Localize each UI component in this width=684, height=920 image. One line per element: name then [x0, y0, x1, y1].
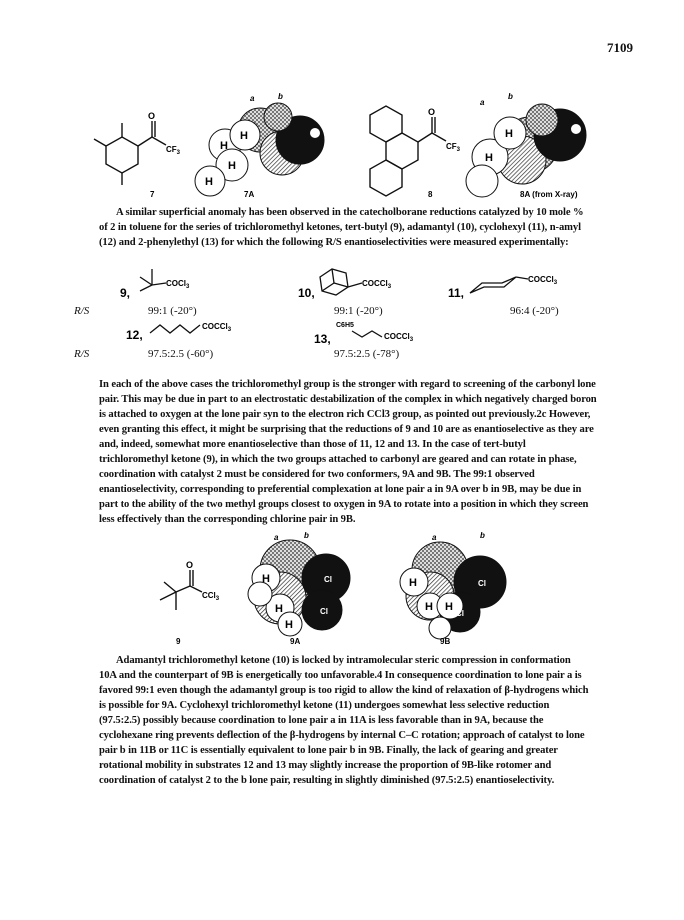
compound-9B-label: 9B: [440, 637, 451, 646]
text-line: pair. This may be due in part to an electrostatic destabilization of the complex in which negatively charged boron: [99, 394, 597, 405]
compound-9A-label: 9A: [290, 637, 301, 646]
text-line: Adamantyl trichloromethyl ketone (10) is locked by intramolecular steric compression in conformation: [116, 655, 571, 666]
svg-text:H: H: [485, 152, 493, 164]
selectivity-11: 96:4 (-20°): [510, 305, 559, 317]
svg-text:H: H: [425, 601, 433, 613]
text-line: cyclohexane ring prevents deflection of the β-hydrogens by internal C–C rotation; approach of catalyst to lone: [99, 730, 585, 741]
lone-pair-b: b: [278, 92, 283, 101]
text-line: pair b in 11B or 11C is essentially equivalent to lone pair b in 9B. Finally, the lack of gearing and greater: [99, 745, 558, 756]
text-line: A similar superficial anomaly has been observed in the catecholborane reductions catalyzed by 10 mole %: [116, 207, 584, 218]
svg-text:COCCl3: COCCl$_3$: [202, 322, 232, 333]
cf3-label-7: $CF_3$: [166, 145, 181, 156]
svg-text:H: H: [275, 603, 283, 615]
compound-9-label: 9: [176, 637, 181, 646]
page-number: 7109: [607, 40, 633, 55]
space-filling-7A: [195, 103, 324, 196]
text-line: In each of the above cases the trichloromethyl group is the stronger with regard to screening of the carbonyl lone: [99, 379, 596, 390]
o-atom: O: [148, 111, 156, 121]
text-line: even granting this effect, it might be surprising that the reductions of 9 and 10 are as enantioselective as they are: [99, 424, 594, 435]
text-line: (97.5:2.5) possibly because coordination to lone pair a in 11A is less favorable than in 9A, because the: [99, 715, 544, 726]
svg-text:H: H: [409, 577, 417, 589]
text-line: and, indeed, somewhat more enantioselective than those of 11, 12 and 13. In the case of tert-butyl: [99, 439, 526, 450]
svg-text:H: H: [228, 160, 236, 172]
svg-text:10,: 10,: [298, 286, 315, 300]
svg-text:Cl: Cl: [456, 609, 464, 618]
svg-text:H: H: [205, 176, 213, 188]
text-line: of 2 in toluene for the series of trichloromethyl ketones, tert-butyl (9), adamantyl (10), cyclohexyl (11), n-amyl: [99, 222, 581, 233]
anthryl-ketone-structure: [370, 106, 446, 196]
ccl3-label: CCl$_3$: [202, 591, 220, 602]
paragraph-1: [99, 205, 629, 250]
svg-text:COCl3: COCl$_3$: [166, 279, 190, 290]
text-line: coordination with catalyst 2 must be considered for two conformers, 9A and 9B. The 99:1 observed: [99, 469, 535, 480]
svg-text:a: a: [480, 98, 485, 107]
paragraph-2: [99, 377, 629, 527]
svg-text:COCCl3: COCCl$_3$: [384, 332, 414, 343]
svg-text:13,: 13,: [314, 332, 331, 346]
svg-text:a: a: [432, 533, 437, 542]
selectivity-12: 97.5:2.5 (-60°): [148, 348, 214, 360]
svg-text:11,: 11,: [448, 286, 465, 300]
svg-text:COCCl3: COCCl$_3$: [528, 275, 558, 286]
figure-2: [140, 530, 540, 650]
rs-label-row1: R/S: [74, 305, 90, 317]
paragraph-3: [99, 653, 629, 788]
selectivity-9: 99:1 (-20°): [148, 305, 197, 317]
svg-text:O: O: [186, 560, 194, 570]
svg-text:H: H: [285, 619, 293, 631]
space-filling-9B: [400, 542, 506, 639]
text-line: less effectively than the corresponding chlorine pair in 9B.: [99, 514, 356, 525]
svg-text:b: b: [304, 531, 309, 540]
svg-text:12,: 12,: [126, 328, 143, 342]
svg-text:H: H: [220, 140, 228, 152]
space-filling-9A: [248, 540, 350, 636]
ketone-structures: [70, 255, 630, 365]
svg-text:H: H: [262, 573, 270, 585]
svg-text:b: b: [508, 92, 513, 101]
cf3-label-8: $CF_3$: [446, 142, 461, 153]
svg-text:H: H: [445, 601, 453, 613]
selectivity-10: 99:1 (-20°): [334, 305, 383, 317]
figure-1-drawing: [60, 85, 630, 200]
svg-text:9,: 9,: [120, 286, 131, 300]
text-line: is attached to oxygen at the lone pair syn to the electron rich CCl3 group, as pointed out previously.2c However,: [99, 409, 591, 420]
svg-text:Cl: Cl: [478, 579, 486, 588]
compound-8A-label: 8A (from X-ray): [520, 190, 578, 199]
mesityl-ketone-structure: [94, 121, 166, 185]
lone-pair-a: a: [250, 94, 255, 103]
text-line: rotational mobility in substrates 12 and 13 may slightly increase the proportion of 9B-like rotomer and: [99, 760, 552, 771]
text-line: 10A and the counterpart of 9B is energetically too unfavorable.4 In consequence coordination to lone pair a is: [99, 670, 582, 681]
text-line: is possible for 9A. Cyclohexyl trichloromethyl ketone (11) undergoes somewhat less selective reduction: [99, 700, 550, 711]
figure-2-drawing: [140, 530, 540, 650]
text-line: coordination of catalyst 2 to the b lone pair, resulting in slightly diminished (97.5:2.5) enantioselectivity.: [99, 775, 555, 786]
selectivity-13: 97.5:2.5 (-78°): [334, 348, 400, 360]
tert-butyl-ketone-structure: [160, 570, 202, 610]
rs-label-row2: R/S: [74, 348, 90, 360]
svg-text:Cl: Cl: [324, 575, 332, 584]
compound-7A-label: 7A: [244, 190, 255, 199]
svg-text:b: b: [480, 531, 485, 540]
svg-text:C6H5: C6H5: [336, 322, 354, 329]
svg-text:Cl: Cl: [320, 607, 328, 616]
text-line: enantioselectivity, corresponding to preferential complexation at lone pair a in 9A over b in 9B, may be due in: [99, 484, 582, 495]
svg-text:COCCl3: COCCl$_3$: [362, 279, 392, 290]
svg-text:O: O: [428, 107, 436, 117]
text-line: (12) and 2-phenylethyl (13) for which the following R/S enantioselectivities were measured experimentally:: [99, 237, 569, 248]
compound-7-label: 7: [150, 190, 155, 199]
svg-text:a: a: [274, 533, 279, 542]
svg-text:H: H: [505, 128, 513, 140]
text-line: favored 99:1 even though the adamantyl group is too rigid to allow the kind of relaxation of β-hydrogens which: [99, 685, 589, 696]
compound-8-label: 8: [428, 190, 433, 199]
figure-1: [60, 85, 630, 200]
text-line: part to the ability of the two methyl groups closest to oxygen in 9A to rotate into a position in which they screen: [99, 499, 589, 510]
svg-text:H: H: [240, 130, 248, 142]
space-filling-8A: [466, 104, 586, 197]
text-line: trichloromethyl ketone (9), in which the two groups attached to carbonyl are geared and can rotate in phase,: [99, 454, 577, 465]
